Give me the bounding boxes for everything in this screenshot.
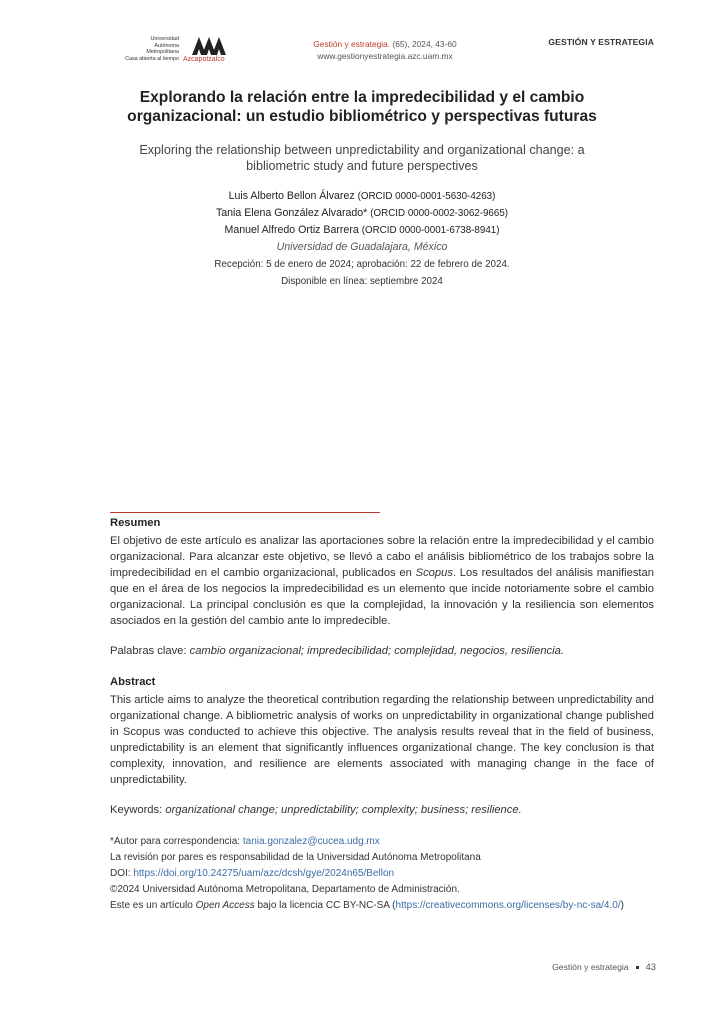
separator-dot <box>636 966 639 969</box>
page-footer <box>552 961 656 972</box>
article-dates <box>150 256 574 290</box>
corresponding-author <box>110 834 670 850</box>
keywords-label: Keywords: <box>110 804 166 816</box>
logo-line: Universidad <box>150 36 179 42</box>
author-name: Tania Elena González Alvarado* <box>215 207 368 219</box>
author-line <box>150 205 574 222</box>
license-link[interactable]: https://creativecommons.org/licenses/by-nc-sa/4.0/ <box>395 900 621 911</box>
resumen-heading: Resumen <box>110 517 161 529</box>
journal-name: Gestión y estrategia. <box>313 39 391 49</box>
palabras-clave-terms: cambio organizacional; impredecibilidad; complejidad, negocios, resiliencia. <box>189 645 564 657</box>
license-text: ) <box>620 900 624 911</box>
license-text: Este es un artículo <box>110 900 196 911</box>
university-name <box>125 36 179 62</box>
abstract-text: This article aims to analyze the theoretical contribution regarding the relationship between unpredictability and organizational change. A bibliometric analysis of works on unpredictability in organizational change published in Scopus was conducted to achieve this objective. The analysis results reveal that in the field of business, unpredictability is an element that significantly influences organizational change. The key conclusion is that complexity, innovation, and resilience are elements associated with managing change in the face of unpredictability. <box>110 694 654 786</box>
article-title-es: Explorando la relación entre la impredecibilidad y el cambio organizacional: un estudio bibliométrico y perspectivas futuras <box>127 89 597 125</box>
author-name: Luis Alberto Bellon Álvarez <box>228 190 355 202</box>
resumen-text-part: . Los resultados del análisis manifiestan que en el área de los negocios la impredecibilidad es un elemento que incide notoriamente sobre el cambio organizacional. La principal conclusión es que la complejidad, la innovación y la resiliencia son elementos asociados en la gestión del cambio ante lo impredecible. <box>110 567 654 627</box>
author-line <box>150 188 574 205</box>
license-text: bajo la licencia CC BY-NC-SA ( <box>254 900 396 911</box>
footer-journal: Gestión y estrategia <box>552 962 629 972</box>
author-orcid: (ORCID 0000-0001-6738-8941) <box>361 225 500 236</box>
copyright-line: ©2024 Universidad Autónoma Metropolitana, Departamento de Administración. <box>110 884 460 895</box>
doi-line <box>110 866 670 882</box>
page-number: 43 <box>645 961 656 972</box>
resumen-italic: Scopus <box>415 567 453 579</box>
author-line <box>150 222 574 239</box>
section-label: GESTIÓN Y ESTRATEGIA <box>548 37 654 47</box>
email-link[interactable]: tania.gonzalez@cucea.udg.mx <box>242 836 380 847</box>
author-block <box>150 188 574 290</box>
peer-review-note: La revisión por pares es responsabilidad de la Universidad Autónoma Metropolitana <box>110 852 481 863</box>
license-italic: Open Access <box>195 900 255 911</box>
doi-link[interactable]: https://doi.org/10.24275/uam/azc/dcsh/gye/2024n65/Bellon <box>133 868 395 879</box>
author-orcid: (ORCID 0000-0001-5630-4263) <box>357 191 496 202</box>
abstract-heading: Abstract <box>110 676 156 688</box>
received-date: Recepción: 5 de enero de 2024; aprobación: 22 de febrero de 2024. <box>214 259 510 270</box>
palabras-clave-label: Palabras clave: <box>110 645 190 657</box>
journal-url[interactable]: www.gestionyestrategia.azc.uam.mx <box>317 51 453 61</box>
doi-label: DOI: <box>110 868 134 879</box>
article-title-en: Exploring the relationship between unpredictability and organizational change: a bibliometric study and future perspectives <box>139 143 585 173</box>
online-date: Disponible en línea: septiembre 2024 <box>281 276 443 287</box>
section-divider <box>110 512 380 513</box>
author-name: Manuel Alfredo Ortiz Barrera <box>224 224 359 236</box>
affiliation: Universidad de Guadalajara, México <box>276 241 448 253</box>
license-line <box>110 898 670 914</box>
logo-line: Autónoma <box>154 42 179 49</box>
footnotes <box>110 834 670 914</box>
palabras-clave <box>110 643 654 659</box>
issue-pages: (65), 2024, 43-60 <box>392 39 457 49</box>
keywords-terms: organizational change; unpredictability; complexity; business; resilience. <box>165 804 522 816</box>
resumen-text-part: El objetivo de este artículo es analizar las aportaciones sobre la relación entre la impredecibilidad y el cambio organizacional. Para alcanzar este objetivo, se llevó a cabo el análisis bibliométrico de los trabajos sobre la impredecibilidad en el cambio organizacional, publicados en <box>110 535 654 579</box>
uam-logo-icon <box>190 34 230 56</box>
campus-name: Azcapotzalco <box>183 56 225 63</box>
corresponding-label: *Autor para correspondencia: <box>110 836 243 847</box>
university-logo <box>108 34 233 70</box>
logo-line: Metropolitana <box>146 49 179 56</box>
journal-citation <box>270 38 500 62</box>
resumen-text <box>110 533 654 629</box>
author-orcid: (ORCID 0000-0002-3062-9665) <box>370 208 509 219</box>
logo-line: Casa abierta al tiempo <box>125 55 179 62</box>
keywords <box>110 802 654 818</box>
